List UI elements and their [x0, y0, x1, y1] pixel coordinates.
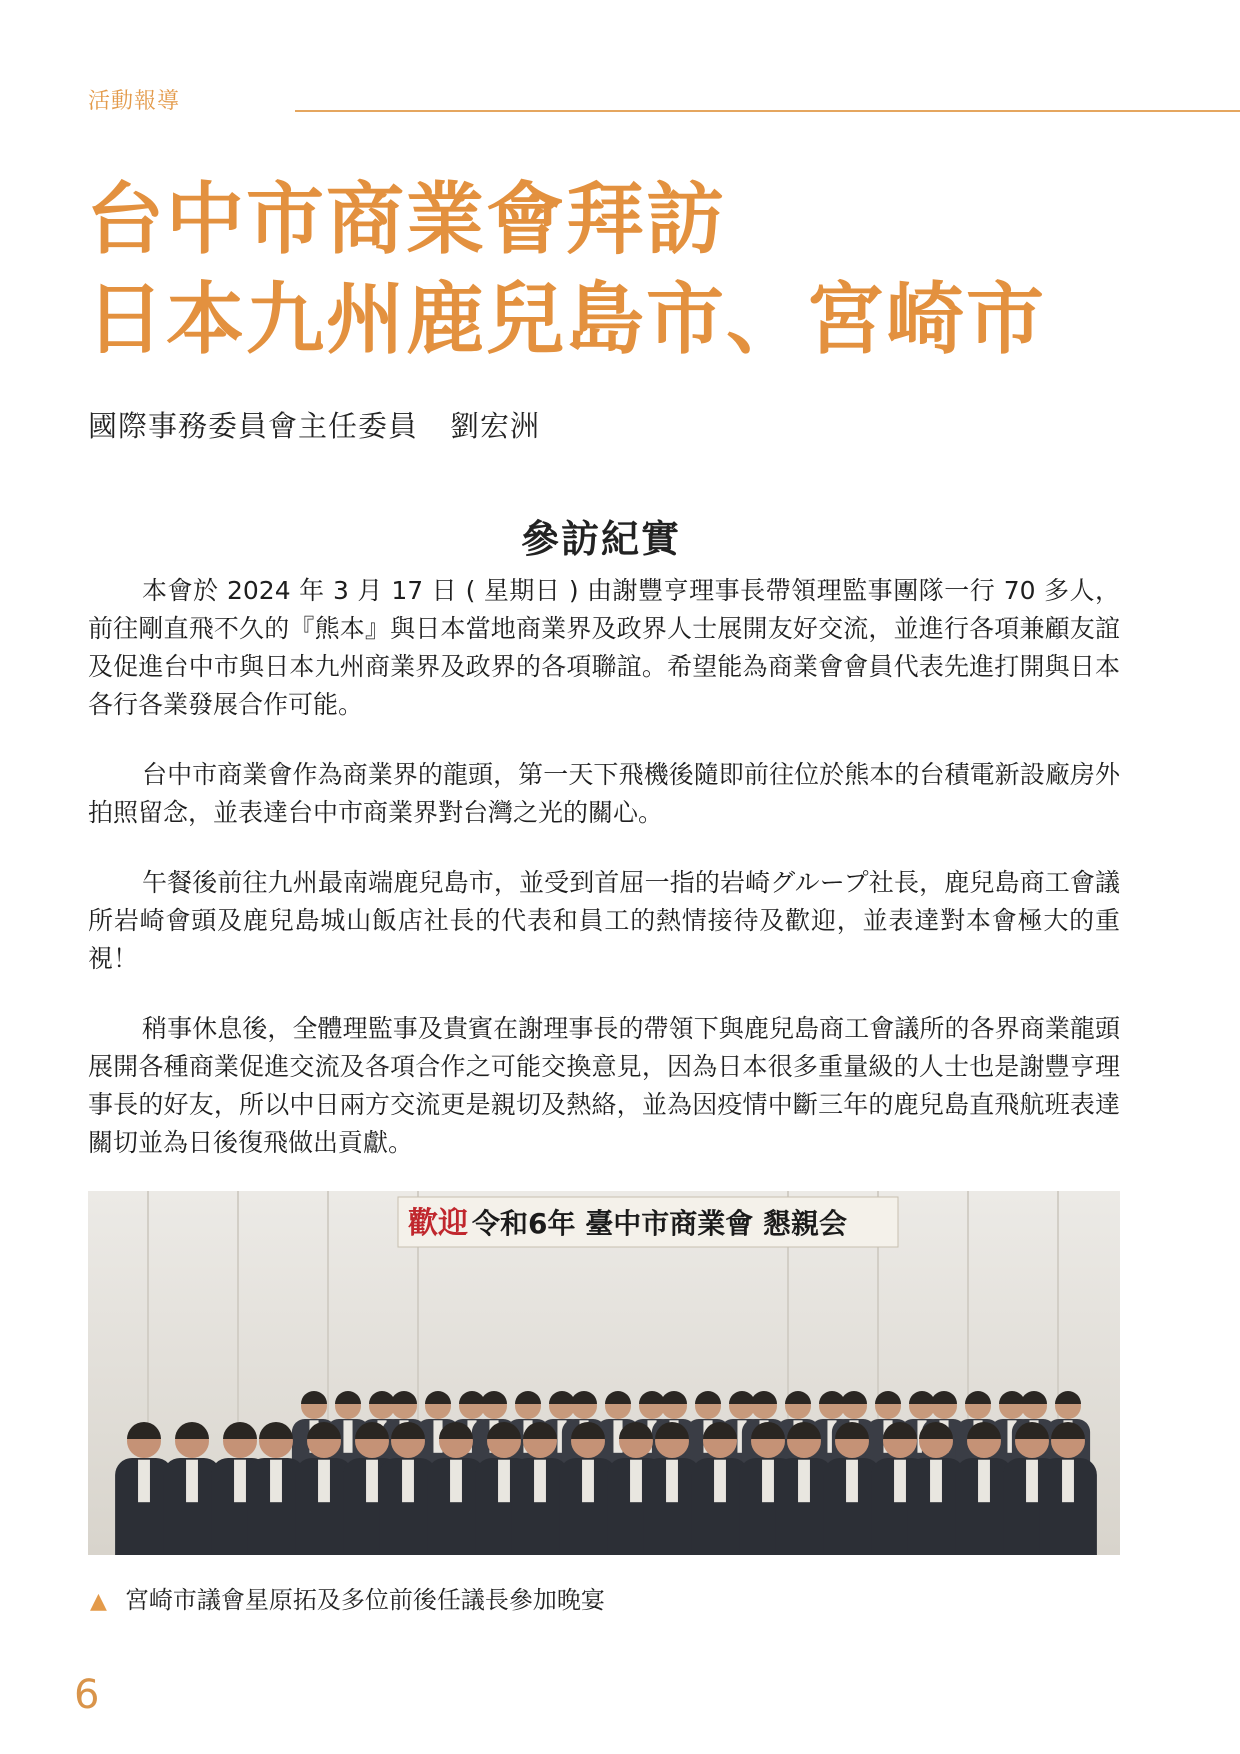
article-title	[86, 170, 1046, 370]
byline	[88, 404, 540, 445]
subheading: 參訪紀實	[520, 517, 681, 561]
group-photo-illustration	[88, 1191, 1120, 1555]
paragraph: 本會於 2024 年 3 月 17 日 ( 星期日 ) 由謝豐亨理事長帶領理監事團隊一行 70 多人，前往剛直飛不久的『熊本』與日本當地商業界及政界人士展開友好交流，並進行各項兼顧友誼及促進台中市與日本九州商業界及政界的各項聯誼。希望能為商業會會員代表先進打開與日本各行各業發展合作可能。	[88, 576, 1120, 719]
paragraph: 台中市商業會作為商業界的龍頭，第一天下飛機後隨即前往位於熊本的台積電新設廠房外拍照留念，並表達台中市商業界對台灣之光的關心。	[88, 760, 1120, 827]
page-number: 6	[74, 1672, 100, 1718]
header-rule	[295, 110, 1240, 112]
paragraph: 稍事休息後，全體理監事及貴賓在謝理事長的帶領下與鹿兒島商工會議所的各界商業龍頭展開各種商業促進交流及各項合作之可能交換意見，因為日本很多重量級的人士也是謝豐亨理事長的好友，所以中日兩方交流更是親切及熱絡，並為因疫情中斷三年的鹿兒島直飛航班表達關切並為日後復飛做出貢獻。	[88, 1014, 1120, 1157]
triangle-icon: ▲	[90, 1589, 107, 1614]
photo-caption	[90, 1580, 605, 1615]
article-body	[88, 572, 1120, 1194]
paragraph: 午餐後前往九州最南端鹿兒島市，並受到首屈一指的岩崎グループ社長，鹿兒島商工會議所岩崎會頭及鹿兒島城山飯店社長的代表和員工的熱情接待及歡迎，並表達對本會極大的重視！	[88, 868, 1120, 973]
article-title-line-1: 台中市商業會拜訪	[86, 175, 727, 265]
byline-role: 國際事務委員會主任委員	[88, 409, 419, 443]
article-title-line-2: 日本九州鹿兒島市、宮崎市	[86, 275, 1047, 365]
group-photo	[88, 1191, 1120, 1555]
photo-caption-text: 宮崎市議會星原拓及多位前後任議長參加晚宴	[124, 1586, 605, 1614]
byline-name: 劉宏洲	[450, 409, 541, 443]
banner-welcome: 歡迎	[408, 1206, 468, 1241]
banner-text: 令和6年 臺中市商業會 懇親会	[472, 1207, 847, 1240]
section-label: 活動報導	[88, 89, 181, 114]
